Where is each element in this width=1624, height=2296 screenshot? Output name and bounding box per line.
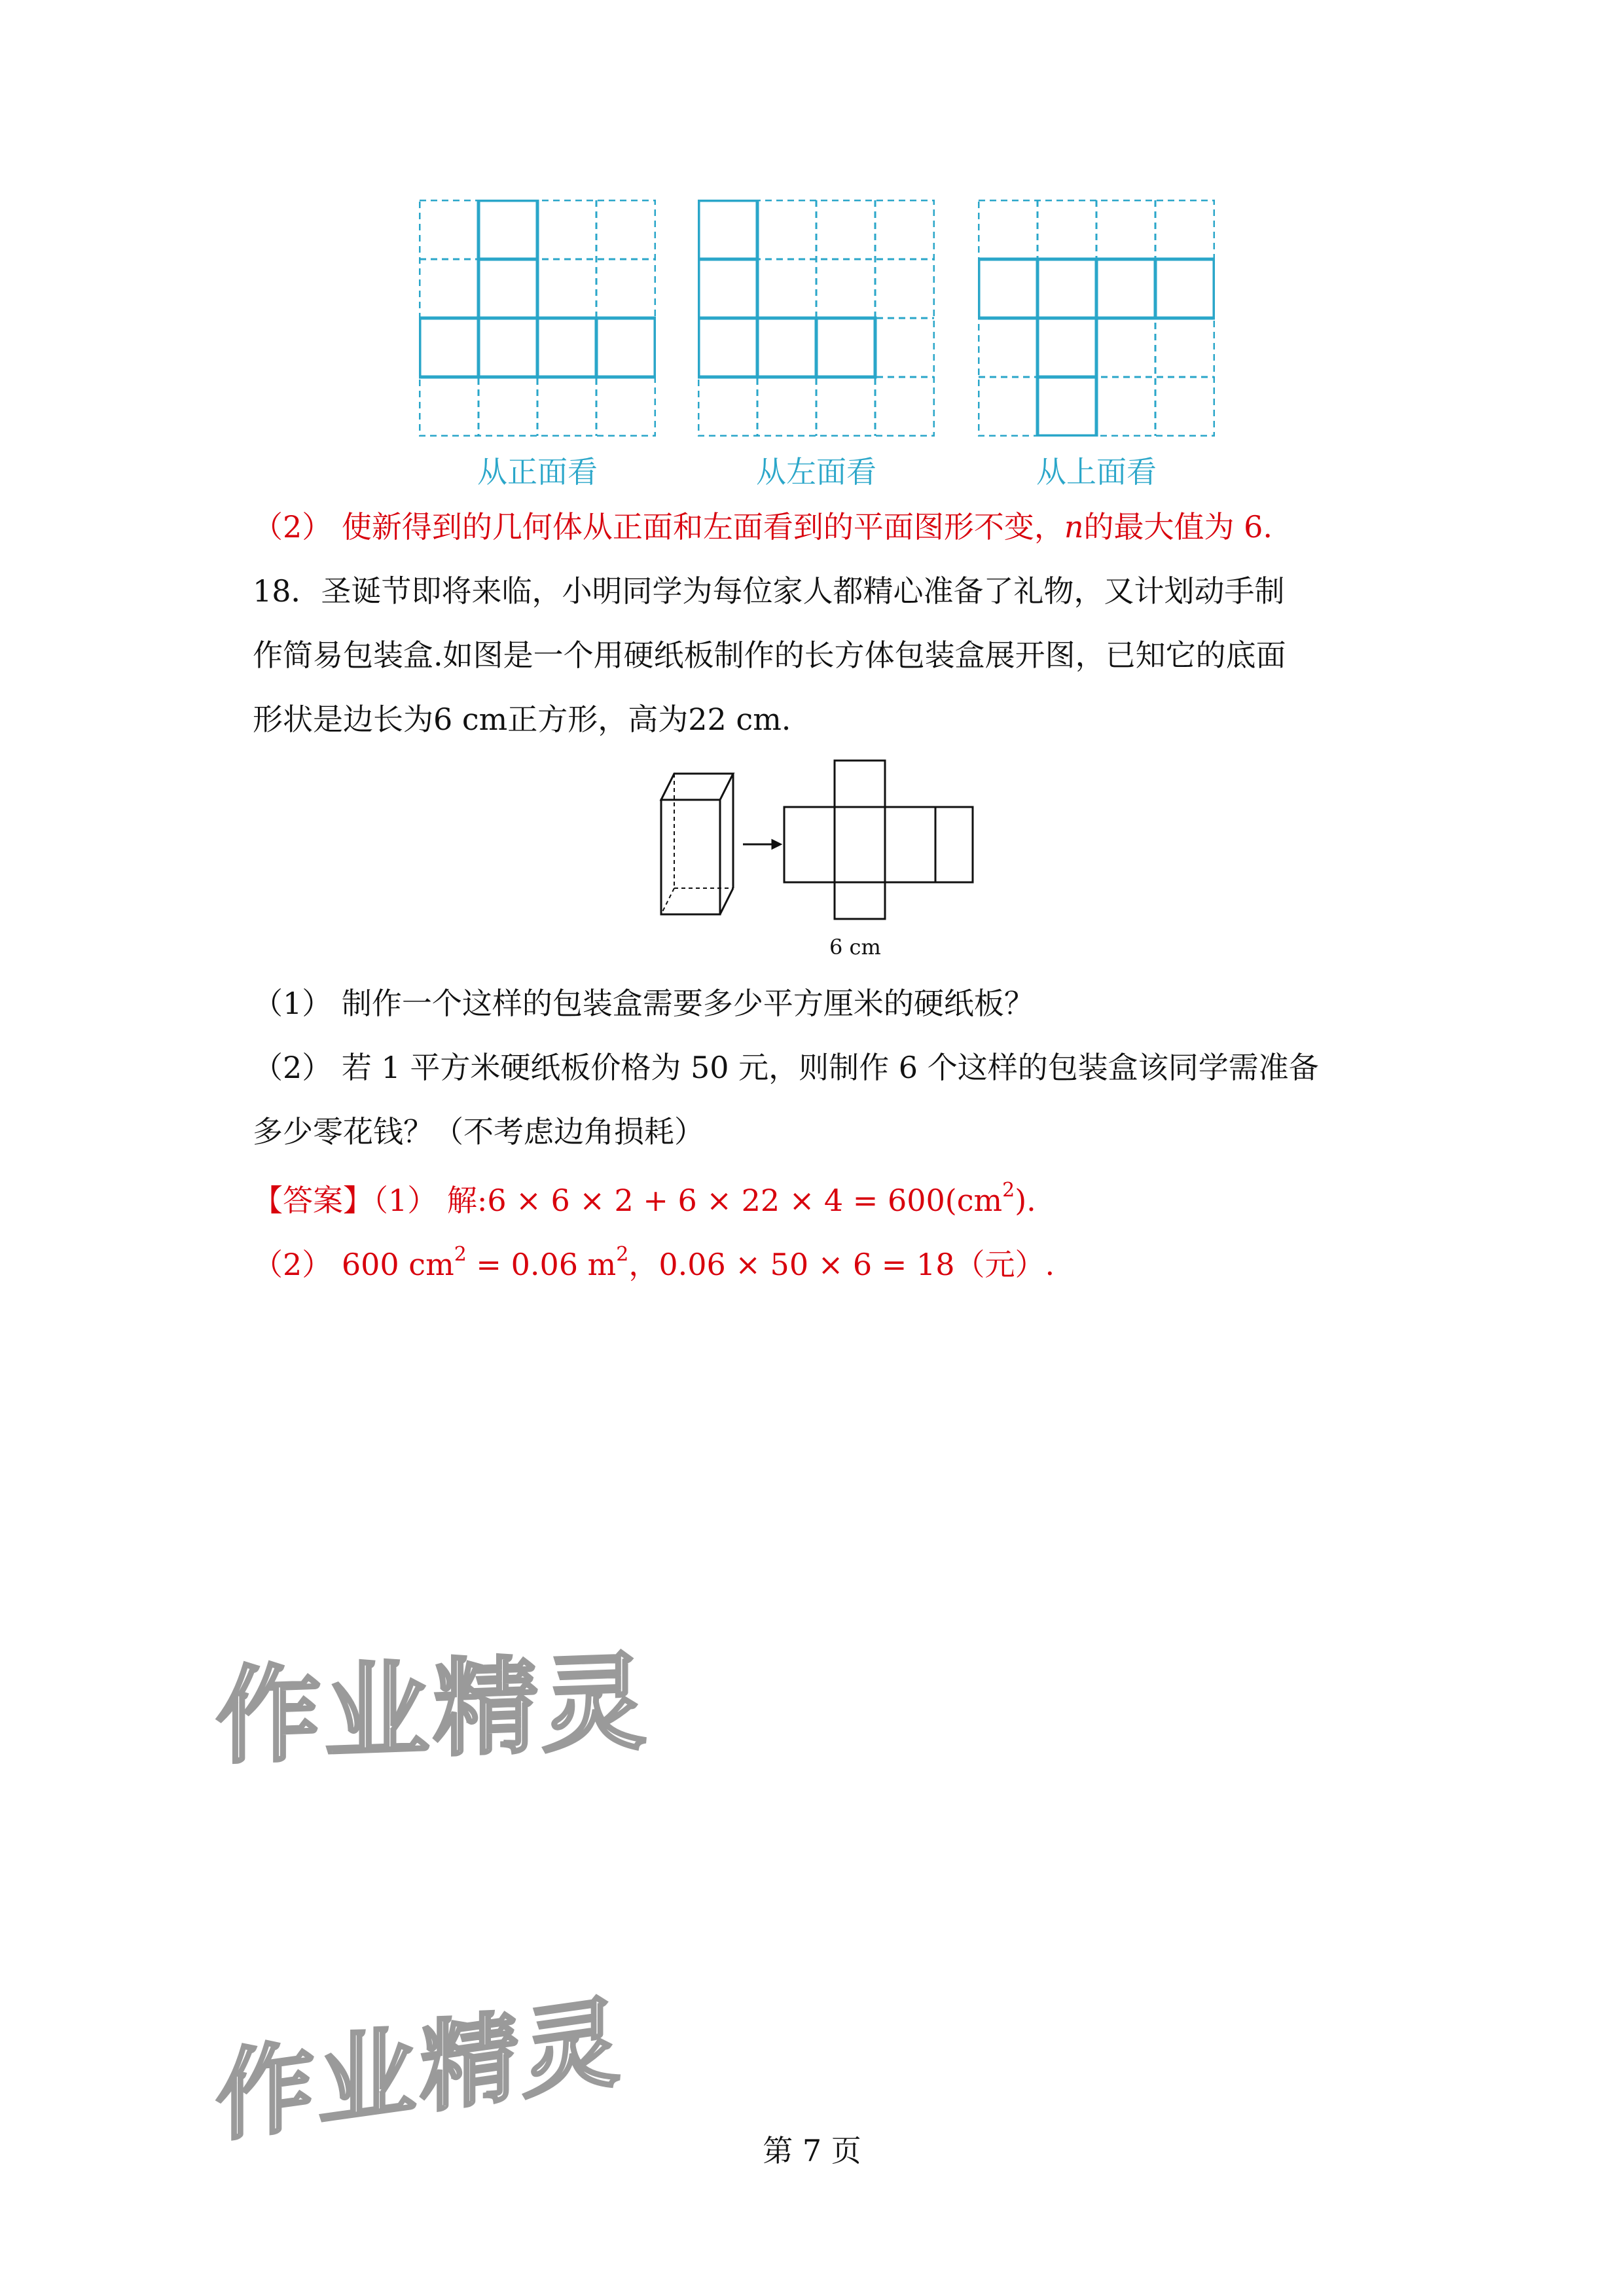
front-view-label: 从正面看 xyxy=(477,454,598,490)
answer-part1-end: ). xyxy=(1015,1183,1036,1218)
front-view-grid xyxy=(419,200,656,437)
q18-part2-line-2: 多少零花钱？（不考虑边角损耗） xyxy=(253,1114,704,1149)
q18-part2-line-1: （2） 若 1 平方米硬纸板价格为 50 元，则制作 6 个这样的包装盒该同学需准备 xyxy=(253,1050,1319,1085)
q18-line-2: 作简易包装盒.如图是一个用硬纸板制作的长方体包装盒展开图，已知它的底面 xyxy=(253,637,1286,673)
q18-part1: （1） 制作一个这样的包装盒需要多少平方厘米的硬纸板？ xyxy=(253,986,1034,1021)
left-view-label: 从左面看 xyxy=(756,454,876,490)
answer-part2-exponent-1: 2 xyxy=(454,1243,467,1266)
answer-tag: 【答案】 xyxy=(253,1183,373,1218)
answer-part1: （1） 解:6 × 6 × 2 + 6 × 22 × 4 = 600(cm xyxy=(373,1183,1003,1218)
top-view-grid xyxy=(978,200,1215,437)
answer-part2-b: = 0.06 m xyxy=(466,1247,617,1282)
answer-part2-a: （2） 600 cm xyxy=(253,1247,454,1282)
answer-part1-exponent: 2 xyxy=(1002,1179,1015,1202)
answer-part2-exponent-2: 2 xyxy=(616,1243,629,1266)
answer-line-1 xyxy=(253,1179,1036,1218)
net-drawing xyxy=(784,761,973,919)
page-number: 第 7 页 xyxy=(763,2133,861,2168)
cuboid-drawing xyxy=(661,774,733,914)
left-view-grid xyxy=(698,200,935,437)
arrow-icon xyxy=(743,840,780,848)
answer-line-2 xyxy=(253,1245,1055,1280)
watermark-logo-1: 作业精灵 xyxy=(216,1640,651,1778)
q18-line-1: 18．圣诞节即将来临，小明同学为每位家人都精心准备了礼物，又计划动手制 xyxy=(253,573,1285,609)
box-net-figure xyxy=(655,759,975,923)
watermark-logo-2: 作业精灵 xyxy=(216,1984,625,2156)
net-dimension-label: 6 cm xyxy=(829,935,881,960)
answer-part2-c: ，0.06 × 50 × 6 = 18（元）. xyxy=(628,1247,1055,1282)
top-view-label: 从上面看 xyxy=(1036,454,1157,490)
q17-part2-answer: （2） 使新得到的几何体从正面和左面看到的平面图形不变，𝑛的最大值为 6. xyxy=(253,509,1273,545)
q18-line-3: 形状是边长为6 cm正方形，高为22 cm. xyxy=(253,702,791,737)
